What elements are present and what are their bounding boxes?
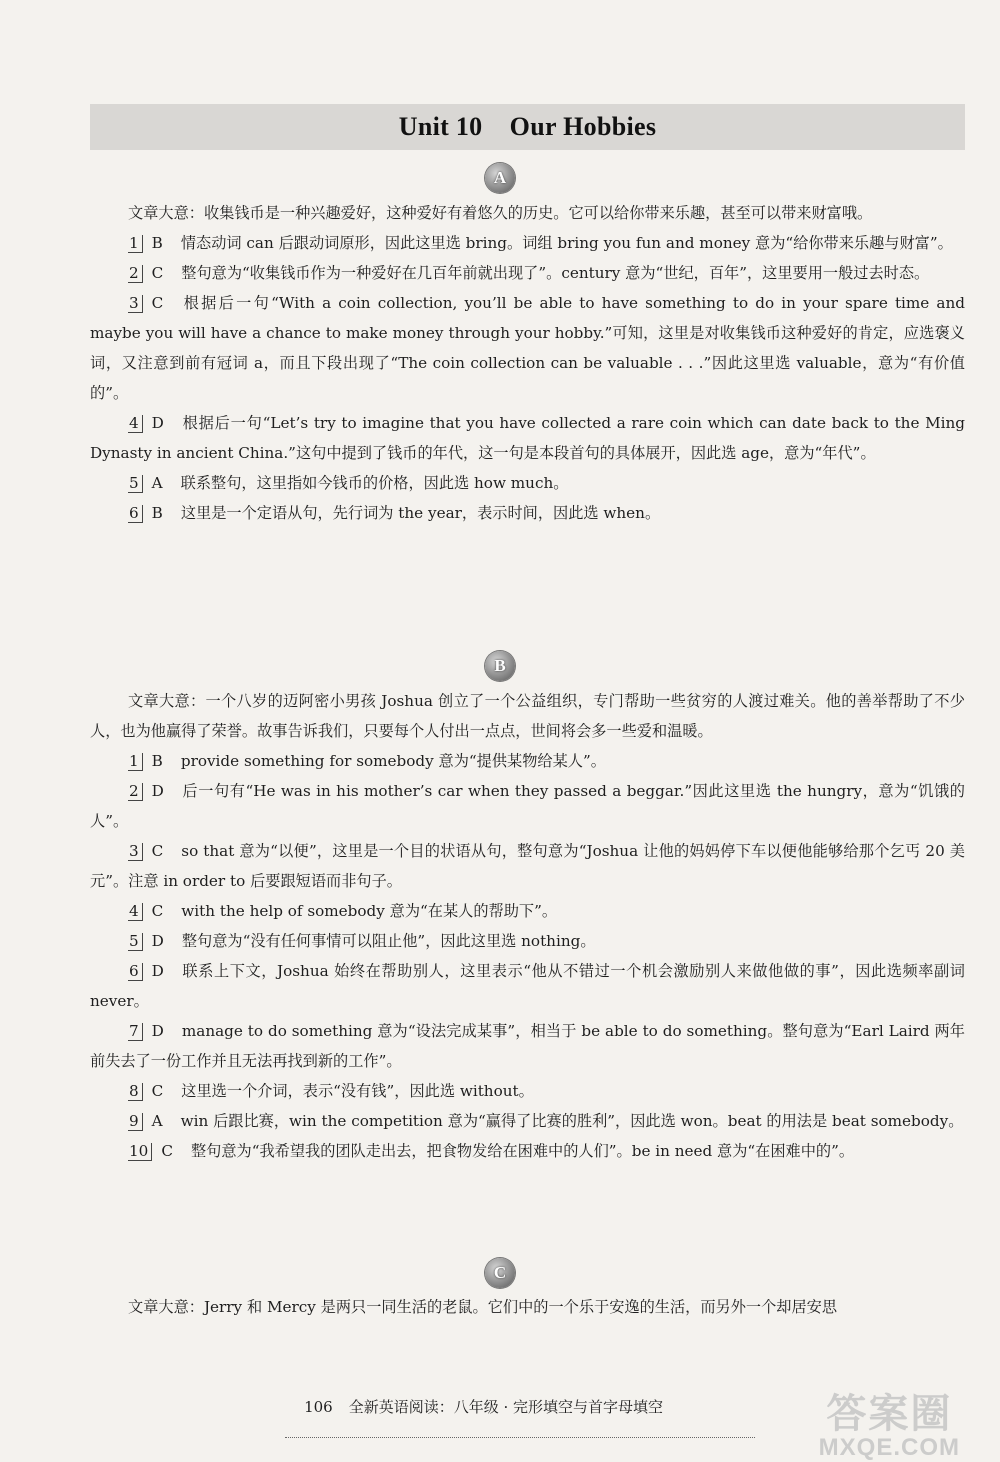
answer-item (90, 836, 965, 896)
section-c (90, 1292, 965, 1322)
answer-item (90, 746, 965, 776)
answer-item (90, 956, 965, 1016)
unit-title: Unit 10 Our Hobbies (398, 112, 657, 141)
answer-item (90, 926, 965, 956)
question-number: 1 (128, 753, 143, 771)
section-c-summary: 文章大意：Jerry 和 Mercy 是两只一同生活的老鼠。它们中的一个乐于安逸的生活，而另外一个却居安思 (128, 1298, 838, 1316)
section-b-answers (90, 746, 965, 1166)
answer-letter: C (151, 264, 164, 282)
section-badge-b: B (485, 651, 515, 681)
answer-item (90, 408, 965, 468)
section-a-summary: 文章大意：收集钱币是一种兴趣爱好，这种爱好有着悠久的历史。它可以给你带来乐趣，甚至可以带来财富哦。 (128, 204, 873, 222)
explanation-text: 整句意为“我希望我的团队走出去，把食物发给在困难中的人们”。be in need 意为“在困难中的”。 (190, 1142, 855, 1160)
answer-item (90, 896, 965, 926)
answer-item (90, 468, 965, 498)
answer-item (90, 228, 965, 258)
section-a (90, 198, 965, 528)
explanation-text: 这里是一个定语从句，先行词为 the year，表示时间，因此选 when。 (180, 504, 661, 522)
section-badge-a: A (485, 163, 515, 193)
question-number: 3 (128, 295, 143, 313)
answer-item (90, 1016, 965, 1076)
explanation-text: with the help of somebody 意为“在某人的帮助下”。 (181, 902, 558, 920)
answer-letter: B (151, 504, 163, 522)
question-number: 4 (128, 415, 143, 433)
answer-letter: C (151, 294, 164, 312)
explanation-text: 联系上下文，Joshua 始终在帮助别人，这里表示“他从不错过一个机会激励别人来做他做的事”，因此选频率副词 never。 (90, 962, 965, 1010)
explanation-text: manage to do something 意为“设法完成某事”，相当于 be able to do something。整句意为“Earl Laird 两年前失去了一份工作并且无法再找到新的工作”。 (90, 1022, 965, 1070)
answer-item (90, 1106, 965, 1136)
answer-item (90, 498, 965, 528)
explanation-text: 联系整句，这里指如今钱币的价格，因此选 how much。 (180, 474, 569, 492)
explanation-text: 这里选一个介词，表示“没有钱”，因此选 without。 (181, 1082, 534, 1100)
question-number: 6 (128, 963, 143, 981)
question-number: 3 (128, 843, 143, 861)
page-footer (285, 1378, 755, 1438)
question-number: 2 (128, 783, 143, 801)
question-number: 1 (128, 235, 143, 253)
watermark (819, 1394, 960, 1462)
answer-letter: A (151, 474, 163, 492)
page-number: 106 (304, 1398, 333, 1416)
section-a-answers (90, 228, 965, 528)
answer-letter: C (151, 1082, 164, 1100)
watermark-url: MXQE.COM (818, 1434, 960, 1461)
explanation-text: 整句意为“收集钱币作为一种爱好在几百年前就出现了”。century 意为“世纪，百年”，这里要用一般过去时态。 (181, 264, 930, 282)
question-number: 4 (128, 903, 143, 921)
explanation-text: 情态动词 can 后跟动词原形，因此这里选 bring。词组 bring you fun and money 意为“给你带来乐趣与财富”。 (180, 234, 953, 252)
question-number: 5 (128, 933, 143, 951)
explanation-text: win 后跟比赛，win the competition 意为“赢得了比赛的胜利”，因此选 won。beat 的用法是 beat somebody。 (180, 1112, 964, 1130)
explanation-text: so that 意为“以便”，这里是一个目的状语从句，整句意为“Joshua 让他的妈妈停下车以便他能够给那个乞丐 20 美元”。注意 in order to 后要跟短语而非句子。 (90, 842, 965, 890)
unit-title-bar (90, 104, 965, 150)
book-title: 全新英语阅读：八年级 · 完形填空与首字母填空 (348, 1398, 664, 1416)
answer-item (90, 288, 965, 408)
section-b (90, 686, 965, 1166)
question-number: 9 (128, 1113, 143, 1131)
question-number: 6 (128, 505, 143, 523)
answer-letter: D (151, 1022, 164, 1040)
answer-letter: A (151, 1112, 163, 1130)
answer-letter: D (151, 932, 164, 950)
question-number: 5 (128, 475, 143, 493)
question-number: 7 (128, 1023, 143, 1041)
answer-letter: B (151, 234, 163, 252)
question-number: 8 (128, 1083, 143, 1101)
answer-letter: B (151, 752, 163, 770)
explanation-text: 整句意为“没有任何事情可以阻止他”，因此这里选 nothing。 (181, 932, 596, 950)
answer-letter: D (151, 414, 164, 432)
answer-letter: C (161, 1142, 173, 1160)
section-b-summary: 文章大意：一个八岁的迈阿密小男孩 Joshua 创立了一个公益组织，专门帮助一些贫穷的人渡过难关。他的善举帮助了不少人，也为他赢得了荣誉。故事告诉我们，只要每个人付出一点点，世间将会多一些爱和温暖。 (90, 692, 965, 740)
watermark-logo: 答案圈 (826, 1392, 953, 1436)
explanation-text: 根据后一句“Let’s try to imagine that you have collected a rare coin which can date back to the Ming Dynasty in ancient China.”这句中提到了钱币的年代，这一句是本段首句的具体展开，因此选 age，意为“年代”。 (90, 414, 965, 462)
answer-letter: D (151, 782, 164, 800)
explanation-text: 根据后一句“With a coin collection, you’ll be able to have something to do in your spare time and maybe you will have a chance to make money through your hobby.”可知，这里是对收集钱币这种爱好的肯定，应选褒义词，又注意到前有冠词 a，而且下段出现了“The coin collection can be valuable . . .”因此这里选 valuable，意为“有价值的”。 (90, 294, 965, 402)
answer-item (90, 1136, 965, 1166)
answer-letter: D (151, 962, 164, 980)
answer-letter: C (151, 842, 164, 860)
section-badge-c: C (485, 1258, 515, 1288)
question-number: 2 (128, 265, 143, 283)
answer-item (90, 1076, 965, 1106)
answer-item (90, 776, 965, 836)
explanation-text: 后一句有“He was in his mother’s car when they passed a beggar.”因此这里选 the hungry，意为“饥饿的人”。 (90, 782, 965, 830)
answer-letter: C (151, 902, 164, 920)
question-number: 10 (128, 1143, 152, 1161)
explanation-text: provide something for somebody 意为“提供某物给某人”。 (180, 752, 606, 770)
answer-item (90, 258, 965, 288)
